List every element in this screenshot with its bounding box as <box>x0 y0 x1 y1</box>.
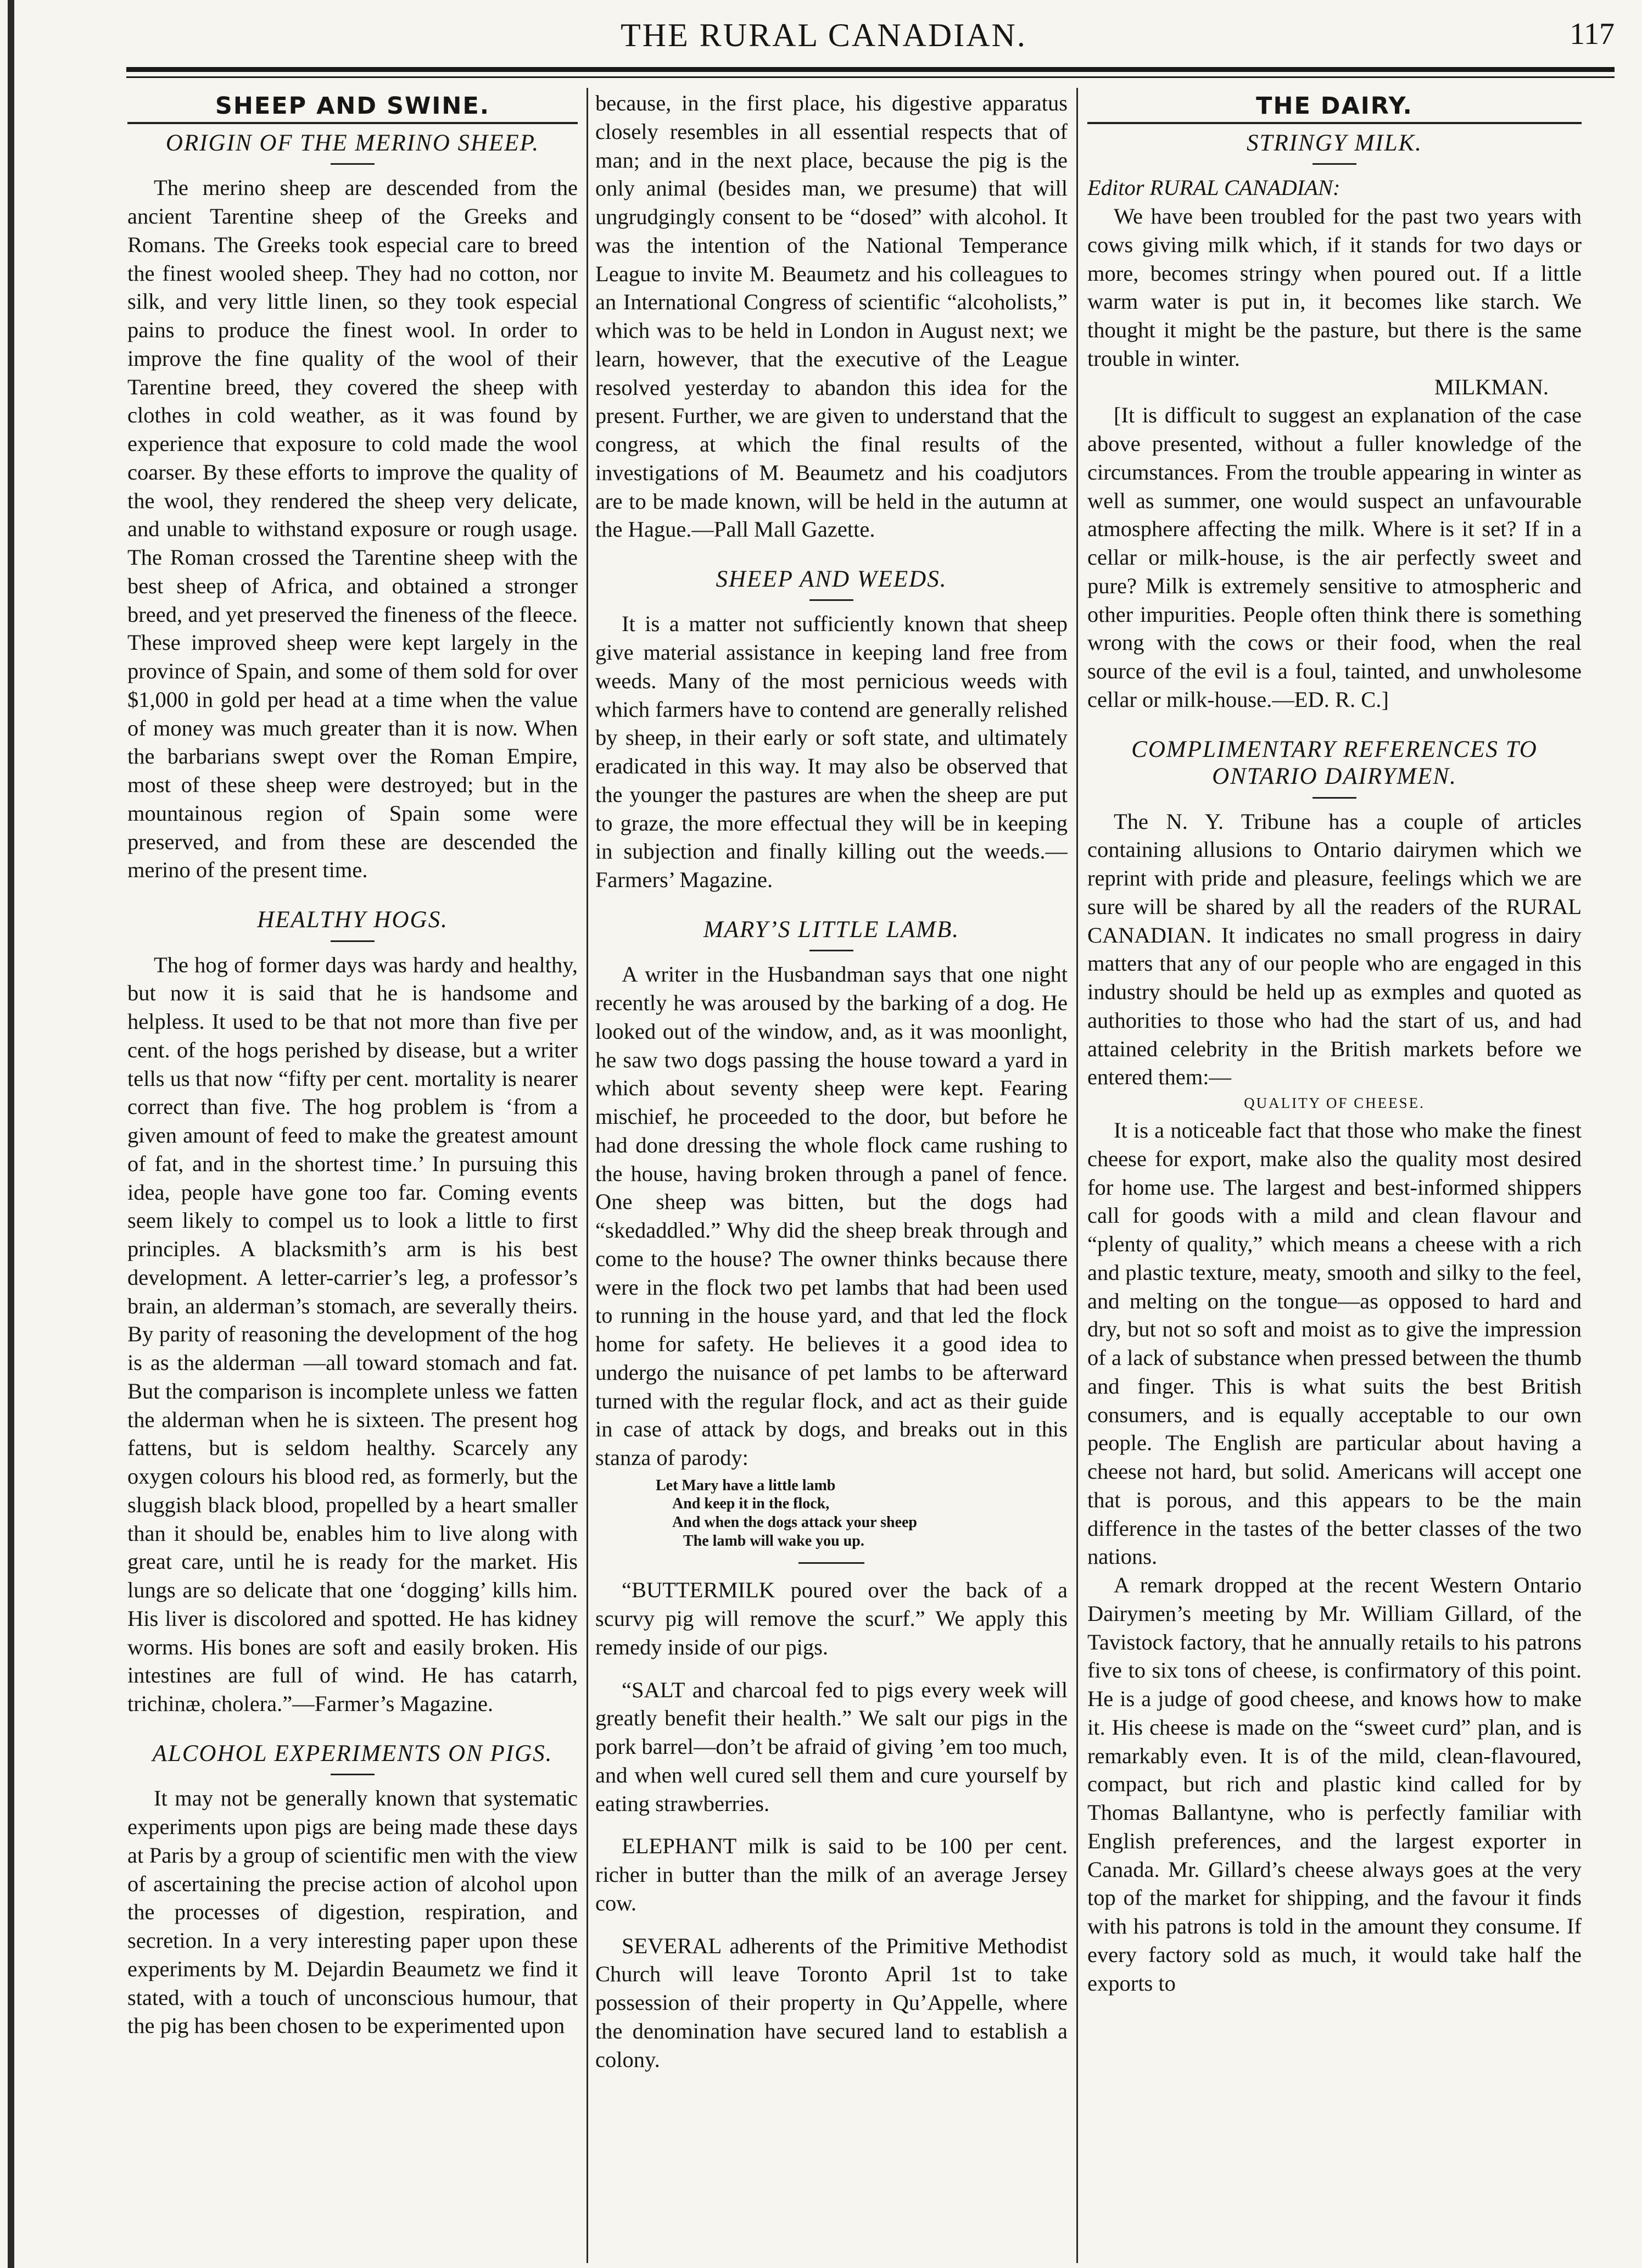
article-paragraph: The N. Y. Tribune has a couple of articles containing allusions to Ontario dairymen which we reprint with pride and pleasure, feelings which we are sure will be shared by all the readers of the RURAL CANADIAN. It indicates no small progress in dairy matters that any of our people who are engaged in this industry should be held up as exmples and quoted as authorities to those who had the start of us, and had attained celebrity in the British markets before we entered them:— <box>1087 809 1582 1090</box>
title-dash <box>1313 797 1356 799</box>
parody-stanza <box>656 1476 1068 1550</box>
column-divider <box>587 88 588 2263</box>
article-paragraph: We have been troubled for the past two years with cows giving milk which, if it stands for two days or more, becomes stringy when poured out. If a little warm water is put in, it becomes like starch. We thought it might be the pasture, but there is the same trouble in winter. <box>1087 204 1582 371</box>
binding-edge-rule <box>8 0 14 2268</box>
column-3 <box>1087 89 1582 2248</box>
article-paragraph: The hog of former days was hardy and healthy, but now it is said that he is handsome and helpless. It used to be that not more than five per cent. of the hogs perished by disease, but a writer tells us that now “fifty per cent. mortality is nearer correct than five. The hog problem is ‘from a given amount of feed to make the greatest amount of fat, and in the shortest time.’ In pursuing this idea, people have gone too far. Coming events seem likely to compel us to look a little to first principles. A blacksmith’s arm is his best development. A letter-carrier’s leg, a professor’s brain, an alderman’s stomach, are severally theirs. By parity of reasoning the development of the hog is as the alderman —all toward stomach and fat. But the comparison is incomplete unless we fatten the alderman when he is sixteen. The present hog fattens, but is seldom healthy. Scarcely any oxygen colours his blood red, as formerly, but the sluggish black blood, propelled by a heart smaller than it should be, enables him to live along with great care, until he is ready for the market. His lungs are so delicate that one ‘dogging’ kills him. His liver is discolored and spotted. He has kidney worms. His bones are soft and easily broken. His intestines are full of wind. He has catarrh, trichinæ, cholera.”—Farmer’s Magazine. <box>127 952 578 1717</box>
article-paragraph: It is a noticeable fact that those who make the finest cheese for export, make also the quality most desired for home use. The largest and best-informed shippers call for goods with a mild and clean flavour and “plenty of quality,” which means a cheese with a rich and plastic texture, meaty, smooth and silky to the feel, and melting on the tongue—as opposed to hard and dry, but not so soft and moist as to give the impression of a lack of substance when pressed between the thumb and finger. This is what suits the best British consumers, and is equally acceptable to our own people. The English are particular about having a cheese not hard, but solid. Americans will accept one that is porous, and this appears to be the main difference in the tastes of the better classes of the two nations. <box>1087 1118 1582 1569</box>
article-paragraph: It may not be generally known that systematic experiments upon pigs are being made these days at Paris by a group of scientific men with the view of ascertaining the precise action of alcohol upon the processes of digestion, respiration, and secretion. In a very interesting paper upon these experiments by M. Dejardin Beaumetz we find it stated, with a touch of unconscious humour, that the pig has been chosen to be experimented upon <box>127 1786 578 2038</box>
article-paragraph: A writer in the Husbandman says that one night recently he was aroused by the barking of a dog. He looked out of the window, and, as it was moonlight, he saw two dogs passing the house toward a yard in which about seventy sheep were kept. Fearing mischief, he proceeded to the door, but before he had done dressing the whole flock came rushing to the house, having broken through a panel of fence. One sheep was bitten, but the dogs had “skedaddled.” Why did the sheep break through and come to the house? The owner thinks because there were in the flock two pet lambs that had been used to running in the house yard, and that led the flock home for safety. He believes it a good idea to undergo the nuisance of pet lambs to be afterward turned with the regular flock, and act as their guide in case of attack by dogs, and breaks out in this stanza of parody: <box>595 962 1068 1470</box>
article-title: MARY’S LITTLE LAMB. <box>703 916 960 943</box>
section-rule <box>1087 122 1582 124</box>
article-title: ALCOHOL EXPERIMENTS ON PIGS. <box>152 1740 553 1767</box>
stanza-line: The lamb will wake you up. <box>683 1532 864 1550</box>
column-2 <box>595 89 1068 2248</box>
header-rule-thin <box>126 76 1615 78</box>
article-paragraph: It is a matter not sufficiently known that sheep give material assistance in keeping land free from weeds. Many of the most pernicious weeds with which farmers have to contend are generally relished by sheep, in their early or soft state, and ultimately eradicated in this way. It may also be observed that the younger the pastures are when the sheep are put to graze, the more effectual they will be in keeping in subjection and finally killing out the weeds.—Farmers’ Magazine. <box>595 611 1068 893</box>
paragraph-item: “BUTTERMILK poured over the back of a scurvy pig will remove the scurf.” We apply this remedy inside of our pigs. <box>595 1578 1068 1659</box>
title-dash <box>331 940 375 942</box>
title-dash <box>1313 163 1356 165</box>
article-title: STRINGY MILK. <box>1247 130 1422 156</box>
article-title: HEALTHY HOGS. <box>257 907 448 933</box>
item-separator <box>798 1562 864 1564</box>
column-1 <box>127 89 578 2248</box>
stanza-line: And keep it in the flock, <box>672 1495 830 1513</box>
article-paragraph: A remark dropped at the recent Western Ontario Dairymen’s meeting by Mr. William Gillard, of the Tavistock factory, that he annually retails to his patrons five to six tons of cheese, is confirmatory of this point. He is a judge of good cheese, and knows how to make it. His cheese is made on the “sweet curd” plan, and is remarkably even. It is of the mild, clean-flavoured, compact, but rich and plastic kind called for by Thomas Ballantyne, who is perfectly familiar with English preferences, and the largest exporter in Canada. Mr. Gillard’s cheese always goes at the very top of the market for shipping, and the favour it finds with his patrons is told in the amount they consume. If every factory sold as much, it would take half the exports to <box>1087 1573 1582 1996</box>
article-paragraph: [It is difficult to suggest an explanation of the case above presented, without a fuller knowledge of the circumstances. From the trouble appearing in winter as well as summer, one would suspect an unfavourable atmosphere affecting the milk. Where is it set? If in a cellar or milk-house, is the air perfectly sweet and pure? Milk is extremely sensitive to atmospheric and other impurities. People often think there is something wrong with the cows or their food, when the real source of the evil is a foul, tainted, and unwholesome cellar or milk-house.—ED. R. C.] <box>1087 403 1582 712</box>
article-paragraph: The merino sheep are descended from the ancient Tarentine sheep of the Greeks and Romans. The Greeks took especial care to breed the finest wooled sheep. They had no cotton, nor silk, and very little linen, so they took especial pains to produce the finest wool. In order to improve the fine quality of the wool of their Tarentine breed, they covered the sheep with clothes in cold weather, as it was found by experience that exposure to cold made the wool coarser. By these efforts to improve the quality of the wool, they rendered the sheep very delicate, and unable to withstand exposure or rough usage. The Roman crossed the Tarentine sheep with the best sheep of Africa, and obtained a stronger breed, and yet preserved the fineness of the fleece. These improved sheep were kept largely in the province of Spain, and some of them sold for over $1,000 in gold per head at a time when the value of money was much greater than it is now. When the barbarians swept over the Roman Empire, most of these sheep were destroyed; but in the mountainous region of Spain some were preserved, and from these are descended the merino of the present time. <box>127 175 578 883</box>
page-header <box>33 16 1615 66</box>
letter-signature: MILKMAN. <box>1434 374 1549 399</box>
article-paragraph: because, in the first place, his digestive apparatus closely resembles in all essential respects that of man; and in the next place, because the pig is the only animal (besides man, we presume) that will ungrudgingly consent to be “dosed” with alcohol. It was the intention of the National Temperance League to invite M. Beaumetz and his colleagues to an International Congress of scientific “alcoholists,” which was to be held in London in August next; we learn, however, that the executive of the League resolved yesterday to abandon this idea for the present. Further, we are given to understand that the congress, at which the final results of the investigations of M. Beaumetz and his coadjutors are to be made known, will be held in the autumn at the Hague.—Pall Mall Gazette. <box>595 91 1068 542</box>
paragraph-item: SEVERAL adherents of the Primitive Methodist Church will leave Toronto April 1st to take possession of their property in Qu’Appelle, where the denomination have secured land to establish a colony. <box>595 1933 1068 2072</box>
article-title: SHEEP AND WEEDS. <box>716 566 947 592</box>
subheading: QUALITY OF CHEESE. <box>1244 1095 1425 1112</box>
column-divider <box>1076 88 1078 2263</box>
editor-salutation: Editor RURAL CANADIAN: <box>1087 175 1341 200</box>
header-rule-thick <box>126 67 1615 72</box>
title-dash <box>331 163 375 165</box>
section-heading: SHEEP AND SWINE. <box>215 92 490 120</box>
stanza-line: Let Mary have a little lamb <box>656 1476 836 1494</box>
title-dash <box>809 599 853 601</box>
section-rule <box>127 122 578 124</box>
article-title: COMPLIMENTARY REFERENCES TO ONTARIO DAIRYMEN. <box>1131 736 1538 790</box>
running-title: THE RURAL CANADIAN. <box>621 17 1027 53</box>
paragraph-item: ELEPHANT milk is said to be 100 per cent. richer in butter than the milk of an average Jersey cow. <box>595 1834 1068 1915</box>
title-dash <box>331 1774 375 1775</box>
section-heading: THE DAIRY. <box>1256 92 1413 120</box>
title-dash <box>809 950 853 951</box>
stanza-line: And when the dogs attack your sheep <box>672 1514 917 1531</box>
page-number: 117 <box>1570 17 1615 51</box>
paragraph-item: “SALT and charcoal fed to pigs every week will greatly benefit their health.” We salt our pigs in the pork barrel—don’t be afraid of giving ’em too much, and when well cured sell them and cure yourself by eating strawberries. <box>595 1677 1068 1816</box>
article-title: ORIGIN OF THE MERINO SHEEP. <box>165 130 540 156</box>
